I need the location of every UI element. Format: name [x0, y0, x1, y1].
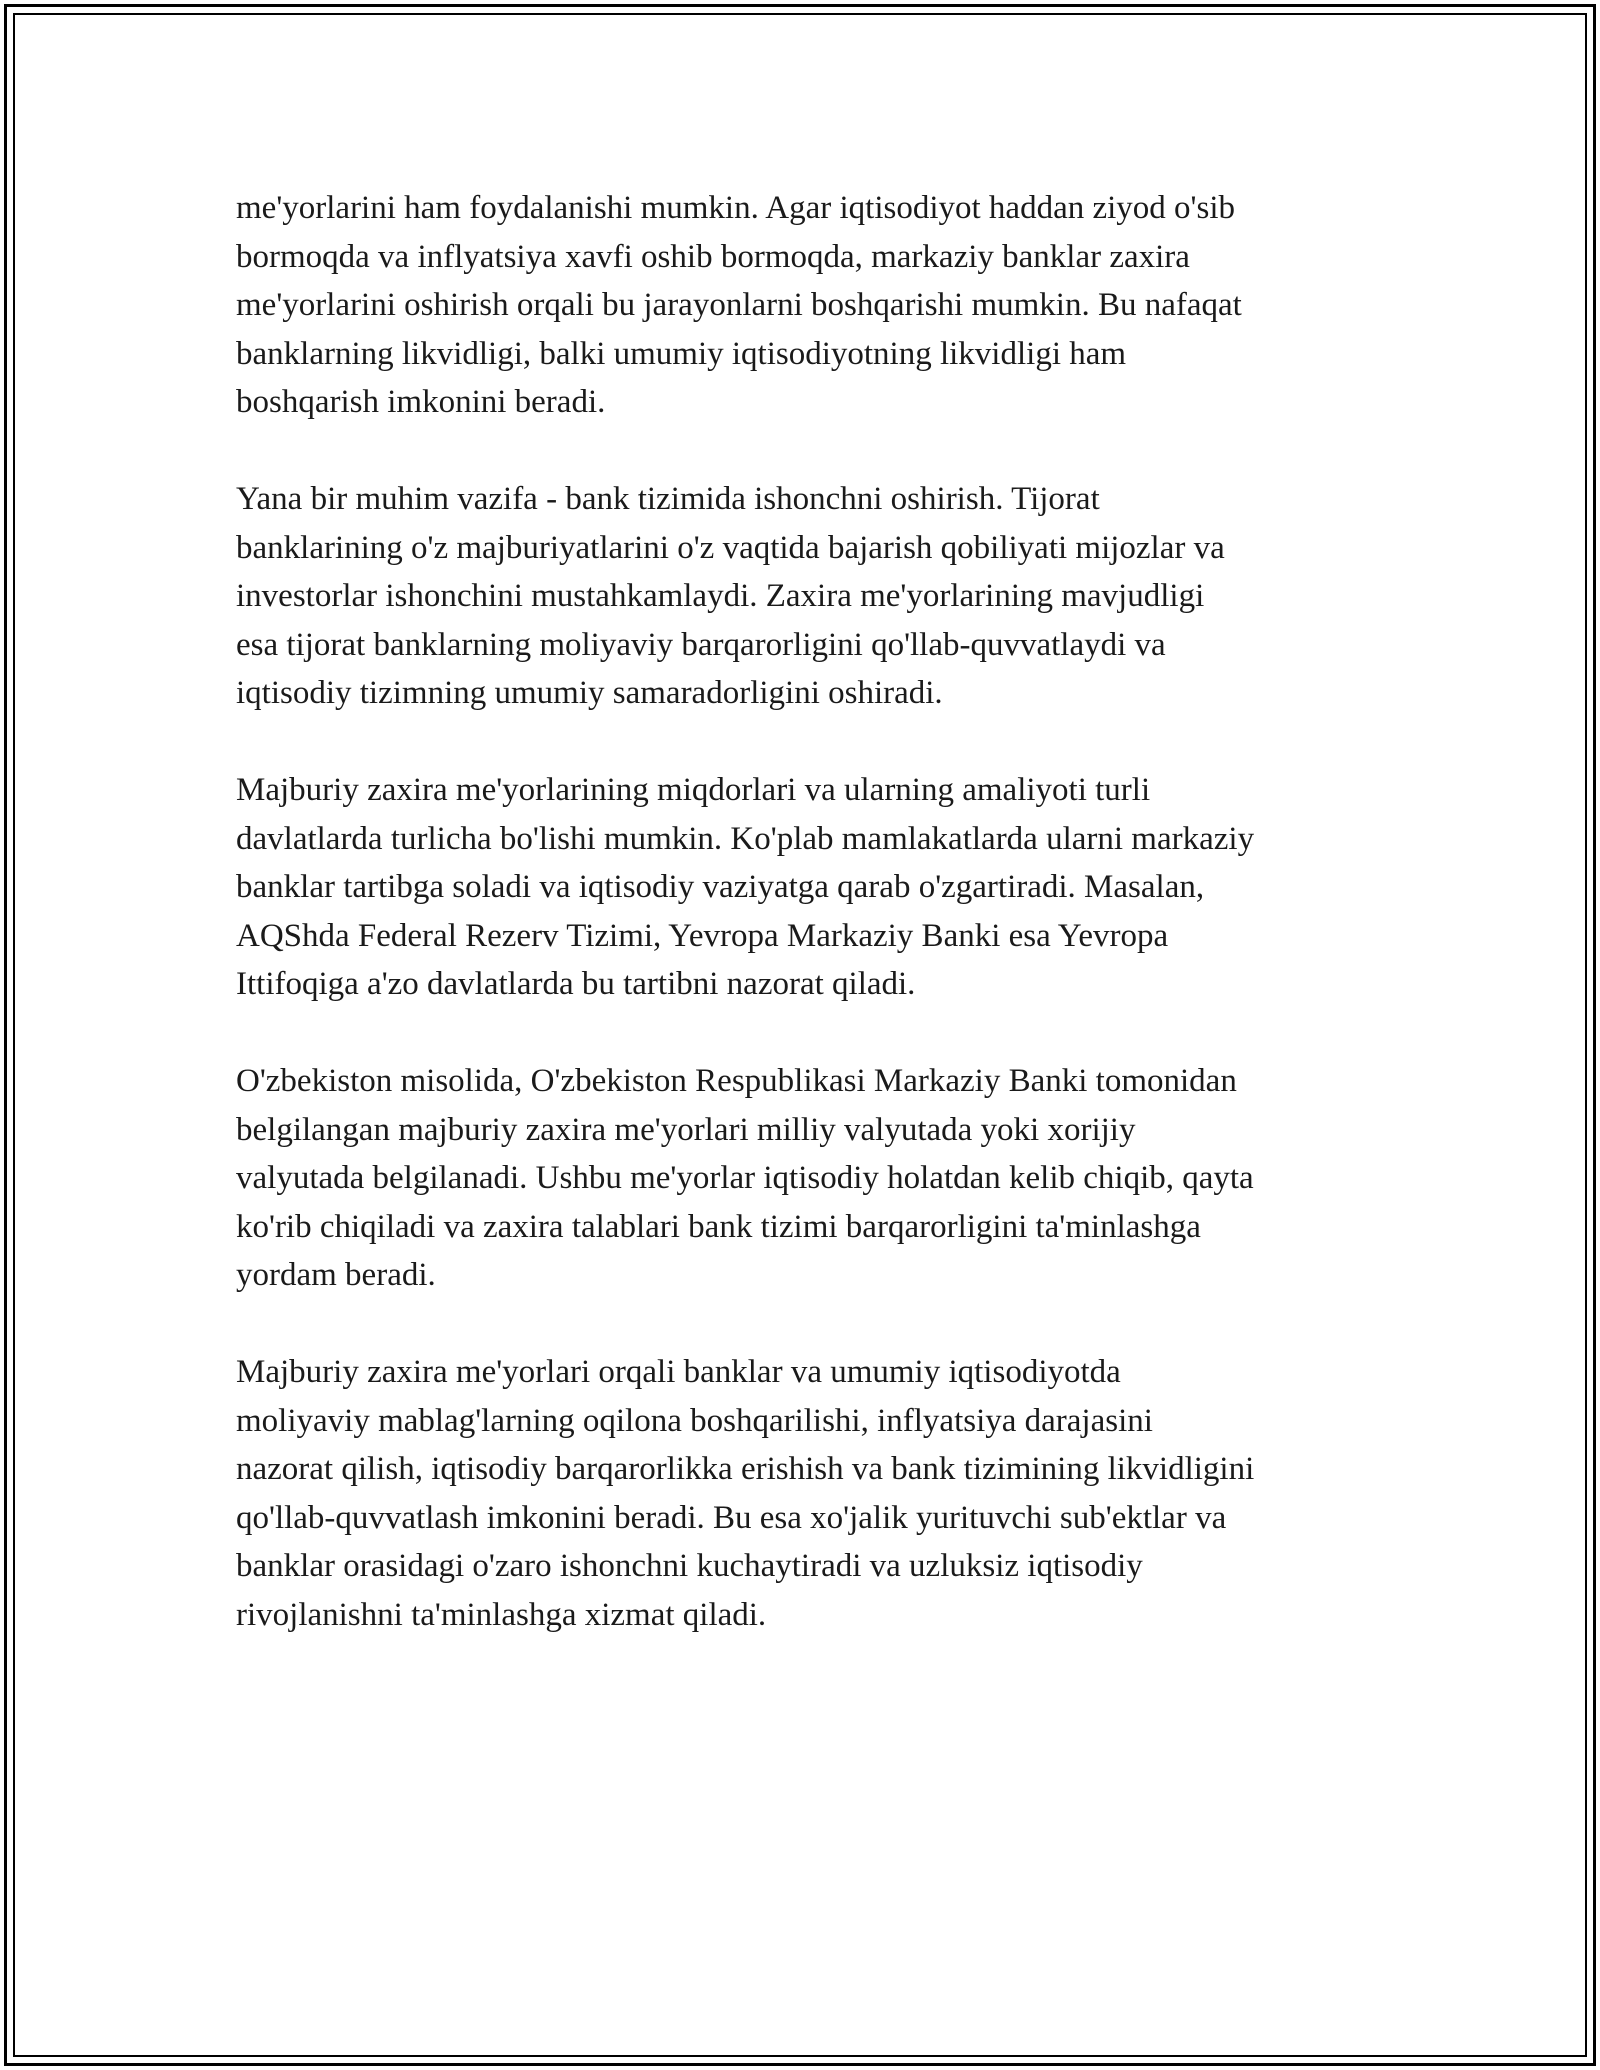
document-body — [236, 184, 1376, 1688]
paragraph-2: Yana bir muhim vazifa - bank tizimida ishonchni oshirish. Tijorat banklarining o'z majburiyatlarini o'z vaqtida bajarish qobiliyati mijozlar va investorlar ishonchini mustahkamlaydi. Zaxira me'yorlarining mavjudligi esa tijorat banklarning moliyaviy barqarorligini qo'llab-quvvatlaydi va iqtisodiy tizimning umumiy samaradorligini oshiradi. — [236, 481, 1225, 711]
paragraph-4: O'zbekiston misolida, O'zbekiston Respublikasi Markaziy Banki tomonidan belgilangan majburiy zaxira me'yorlari milliy valyutada yoki xorijiy valyutada belgilanadi. Ushbu me'yorlar iqtisodiy holatdan kelib chiqib, qayta ko'rib chiqiladi va zaxira talablari bank tizimi barqarorligini ta'minlashga yordam beradi. — [236, 1063, 1254, 1293]
paragraph-1: me'yorlarini ham foydalanishi mumkin. Agar iqtisodiyot haddan ziyod o'sib bormoqda va inflyatsiya xavfi oshib bormoqda, markaziy banklar zaxira me'yorlarini oshirish orqali bu jarayonlarni boshqarishi mumkin. Bu nafaqat banklarning likvidligi, balki umumiy iqtisodiyotning likvidligi ham boshqarish imkonini beradi. — [236, 190, 1242, 420]
paragraph-3: Majburiy zaxira me'yorlarining miqdorlari va ularning amaliyoti turli davlatlarda turlicha bo'lishi mumkin. Ko'plab mamlakatlarda ularni markaziy banklar tartibga soladi va iqtisodiy vaziyatga qarab o'zgartiradi. Masalan, AQShda Federal Rezerv Tizimi, Yevropa Markaziy Banki esa Yevropa Ittifoqiga a'zo davlatlarda bu tartibni nazorat qiladi. — [236, 772, 1255, 1002]
paragraph-5: Majburiy zaxira me'yorlari orqali banklar va umumiy iqtisodiyotda moliyaviy mablag'larning oqilona boshqarilishi, inflyatsiya darajasini nazorat qilish, iqtisodiy barqarorlikka erishish va bank tizimining likvidligini qo'llab-quvvatlash imkonini beradi. Bu esa xo'jalik yurituvchi sub'ektlar va banklar orasidagi o'zaro ishonchni kuchaytiradi va uzluksiz iqtisodiy rivojlanishni ta'minlashga xizmat qiladi. — [236, 1354, 1255, 1633]
